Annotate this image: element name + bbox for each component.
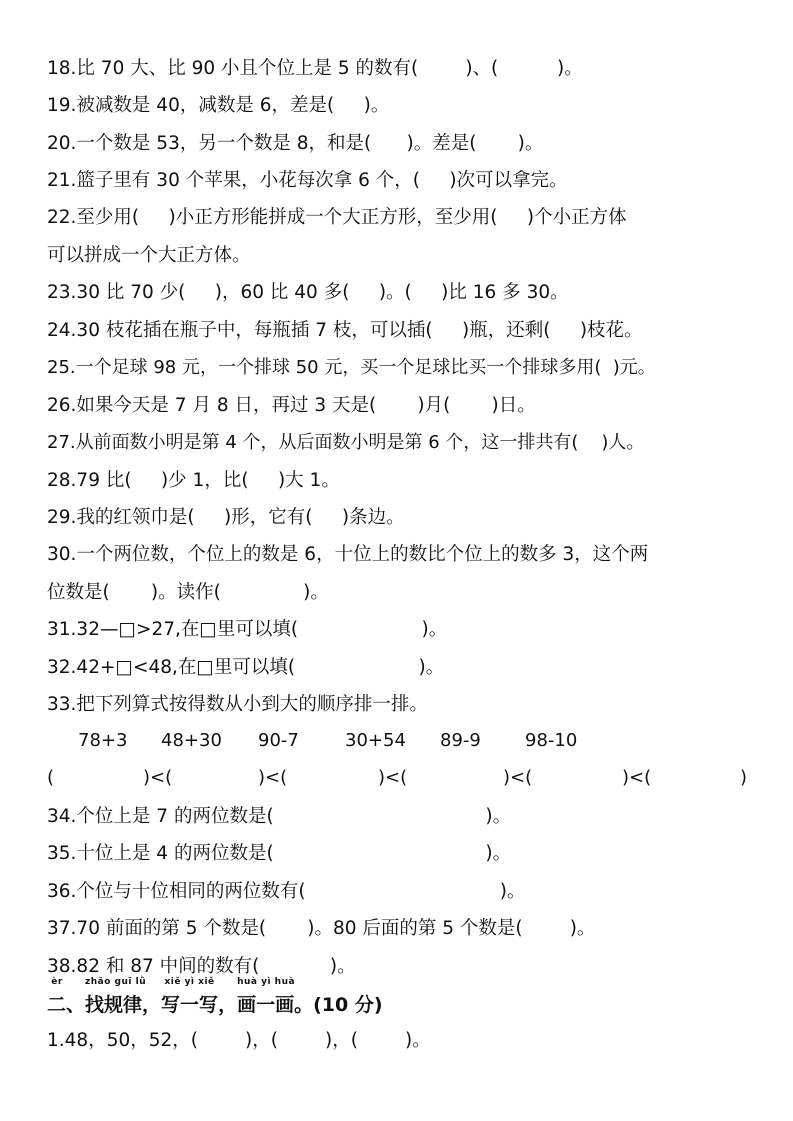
q22-line1: 22.至少用( )小正方形能拼成一个大正方形，至少用( )个小正方体 <box>47 207 627 228</box>
section-comma: ， <box>218 994 238 1016</box>
q23: 23.30 比 70 少( )，60 比 40 多( )。( )比 16 多 30。 <box>47 282 569 303</box>
comparison-part: )<( <box>378 767 408 788</box>
q34: 34.个位上是 7 的两位数是( )。 <box>47 806 512 827</box>
q21: 21.篮子里有 30 个苹果，小花每次拿 6 个，( )次可以拿完。 <box>47 170 568 191</box>
q30-line1: 30.一个两位数，个位上的数是 6，十位上的数比个位上的数多 3，这个两 <box>47 544 649 565</box>
s2-q1: 1.48，50，52，( )，( )，( )。 <box>47 1030 431 1051</box>
q35: 35.十位上是 4 的两位数是( )。 <box>47 843 512 864</box>
comparison-part: )<( <box>622 767 652 788</box>
pinyin-er: èr <box>51 977 63 987</box>
expression-item: 98-10 <box>525 730 578 751</box>
pinyin-annotation: huà yì huà <box>237 977 296 987</box>
q28: 28.79 比( )少 1，比( )大 1。 <box>47 470 340 491</box>
expression-item: 78+3 <box>78 730 128 751</box>
q32: 32.42+□<48,在□里可以填( )。 <box>47 657 445 678</box>
pinyin-annotation: zhǎo guī lǜ <box>85 977 147 987</box>
section-score: 。(10 分) <box>294 994 383 1016</box>
q29: 29.我的红领巾是( )形，它有( )条边。 <box>47 507 405 528</box>
section-word: huà yì huà 画一画 <box>237 977 296 1016</box>
comparison-part: )<( <box>258 767 288 788</box>
section-2-heading <box>47 977 383 1017</box>
q31: 31.32—□>27,在□里可以填( )。 <box>47 619 448 640</box>
q33: 33.把下列算式按得数从小到大的顺序排一排。 <box>47 694 428 715</box>
section-word: zhǎo guī lǜ 找规律 <box>85 977 147 1016</box>
section-word: xiě yì xiě 写一写 <box>161 977 219 1016</box>
section-prefix: èr 二、 <box>47 977 86 1016</box>
q22-line2: 可以拼成一个大正方体。 <box>47 245 251 266</box>
q26: 26.如果今天是 7 月 8 日，再过 3 天是( )月( )日。 <box>47 395 536 416</box>
comparison-part: ( <box>47 767 55 788</box>
q27: 27.从前面数小明是第 4 个，从后面数小明是第 6 个，这一排共有( )人。 <box>47 432 645 453</box>
q25: 25.一个足球 98 元，一个排球 50 元，买一个足球比买一个排球多用( )元。 <box>47 357 656 378</box>
comparison-part: )<( <box>503 767 533 788</box>
q37: 37.70 前面的第 5 个数是( )。80 后面的第 5 个数是( )。 <box>47 918 596 939</box>
q24: 24.30 枝花插在瓶子中，每瓶插 7 枝，可以插( )瓶，还剩( )枝花。 <box>47 320 643 341</box>
q20: 20.一个数是 53，另一个数是 8，和是( )。差是( )。 <box>47 133 544 154</box>
q38: 38.82 和 87 中间的数有( )。 <box>47 956 356 977</box>
pinyin-annotation: xiě yì xiě <box>164 977 215 987</box>
section-comma: ， <box>142 994 162 1016</box>
expression-item: 48+30 <box>161 730 222 751</box>
comparison-part: ) <box>740 767 748 788</box>
expression-item: 89-9 <box>440 730 481 751</box>
expression-item: 30+54 <box>345 730 406 751</box>
q18: 18.比 70 大、比 90 小且个位上是 5 的数有( )、( )。 <box>47 58 583 79</box>
q36: 36.个位与十位相同的两位数有( )。 <box>47 881 526 902</box>
q19: 19.被减数是 40，减数是 6，差是( )。 <box>47 95 390 116</box>
comparison-part: )<( <box>143 767 173 788</box>
expression-item: 90-7 <box>258 730 299 751</box>
q30-line2: 位数是( )。读作( )。 <box>47 582 329 603</box>
